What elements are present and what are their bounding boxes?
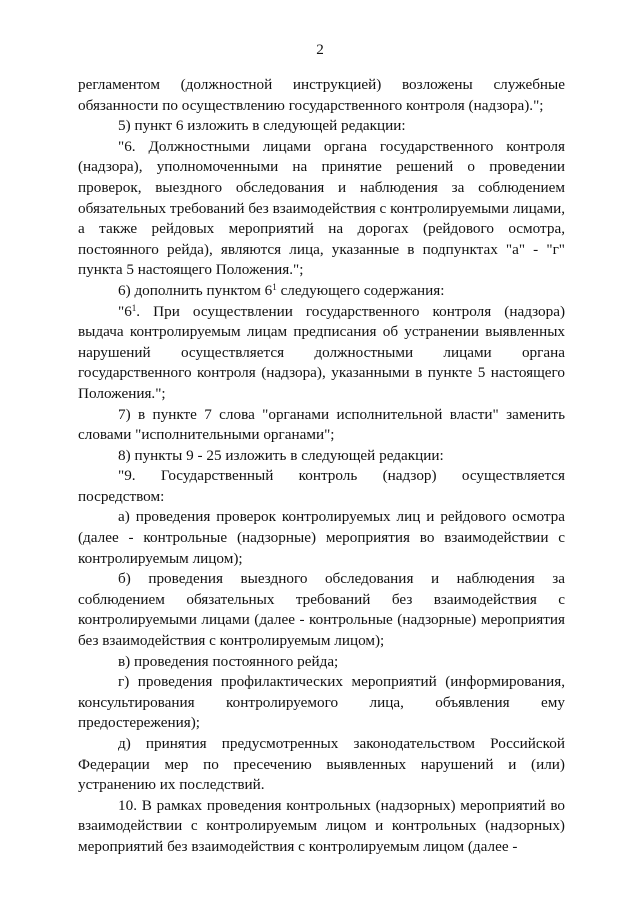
- paragraph-item-6: 6) дополнить пунктом $6^1$ следующего содержания:: [118, 281, 445, 299]
- paragraph-item-8: 8) пункты 9 - 25 изложить в следующей редакции:: [118, 446, 444, 464]
- paragraph-subitem-a: а) проведения проверок контролируемых лиц и рейдового осмотра (далее - контрольные (надзорные) мероприятия во взаимодействии с контролируемым лицом);: [78, 508, 565, 567]
- paragraph-item-5: 5) пункт 6 изложить в следующей редакции:: [118, 117, 406, 135]
- paragraph-point-6: "6. Должностными лицами органа государственного контроля (надзора), уполномоченными на принятие решений о проведении проверок, выездного обследования и наблюдения за соблюдением обязательных требований без взаимодействия с контролируемыми лицами, а также рейдовых мероприятий на дорогах (рейдового осмотра, постоянного рейда), являются лица, указанные в подпунктах "а" - "г" пункта 5 настоящего Положения.";: [78, 137, 565, 279]
- page-number: 2: [316, 41, 324, 58]
- paragraph-point-9: "9. Государственный контроль (надзор) осуществляется посредством:: [78, 467, 565, 505]
- paragraph-point-10: 10. В рамках проведения контрольных (надзорных) мероприятий во взаимодействии с контролируемым лицом и контрольных (надзорных) мероприятий без взаимодействия с контролируемым лицом (далее -: [78, 796, 565, 855]
- paragraph-subitem-d: д) принятия предусмотренных законодательством Российской Федерации мер по пресечению выявленных нарушений и (или) устранению их последствий.: [78, 735, 565, 794]
- paragraph-subitem-v: в) проведения постоянного рейда;: [118, 652, 339, 670]
- paragraph-continuation: регламентом (должностной инструкцией) возложены служебные обязанности по осуществлению государственного контроля (надзора).";: [78, 76, 565, 114]
- paragraph-item-7: 7) в пункте 7 слова "органами исполнительной власти" заменить словами "исполнительными органами";: [78, 405, 565, 444]
- paragraph-subitem-g: г) проведения профилактических мероприятий (информирования, консультирования контролируемого лица, объявления ему предостережения);: [78, 673, 565, 732]
- paragraph-point-6-1: "$6^1$. При осуществлении государственного контроля (надзора) выдача контролируемым лицам предписания об устранении выявленных нарушений осуществляется должностными лицами органа государственного контроля (надзора), указанными в пункте 5 настоящего Положения.";: [78, 302, 565, 402]
- document-body: [78, 75, 565, 858]
- paragraph-subitem-b: б) проведения выездного обследования и наблюдения за соблюдением обязательных требований без взаимодействия с контролируемыми лицами (далее - контрольные (надзорные) мероприятия без взаимодействия с контролируемым лицом);: [78, 570, 565, 650]
